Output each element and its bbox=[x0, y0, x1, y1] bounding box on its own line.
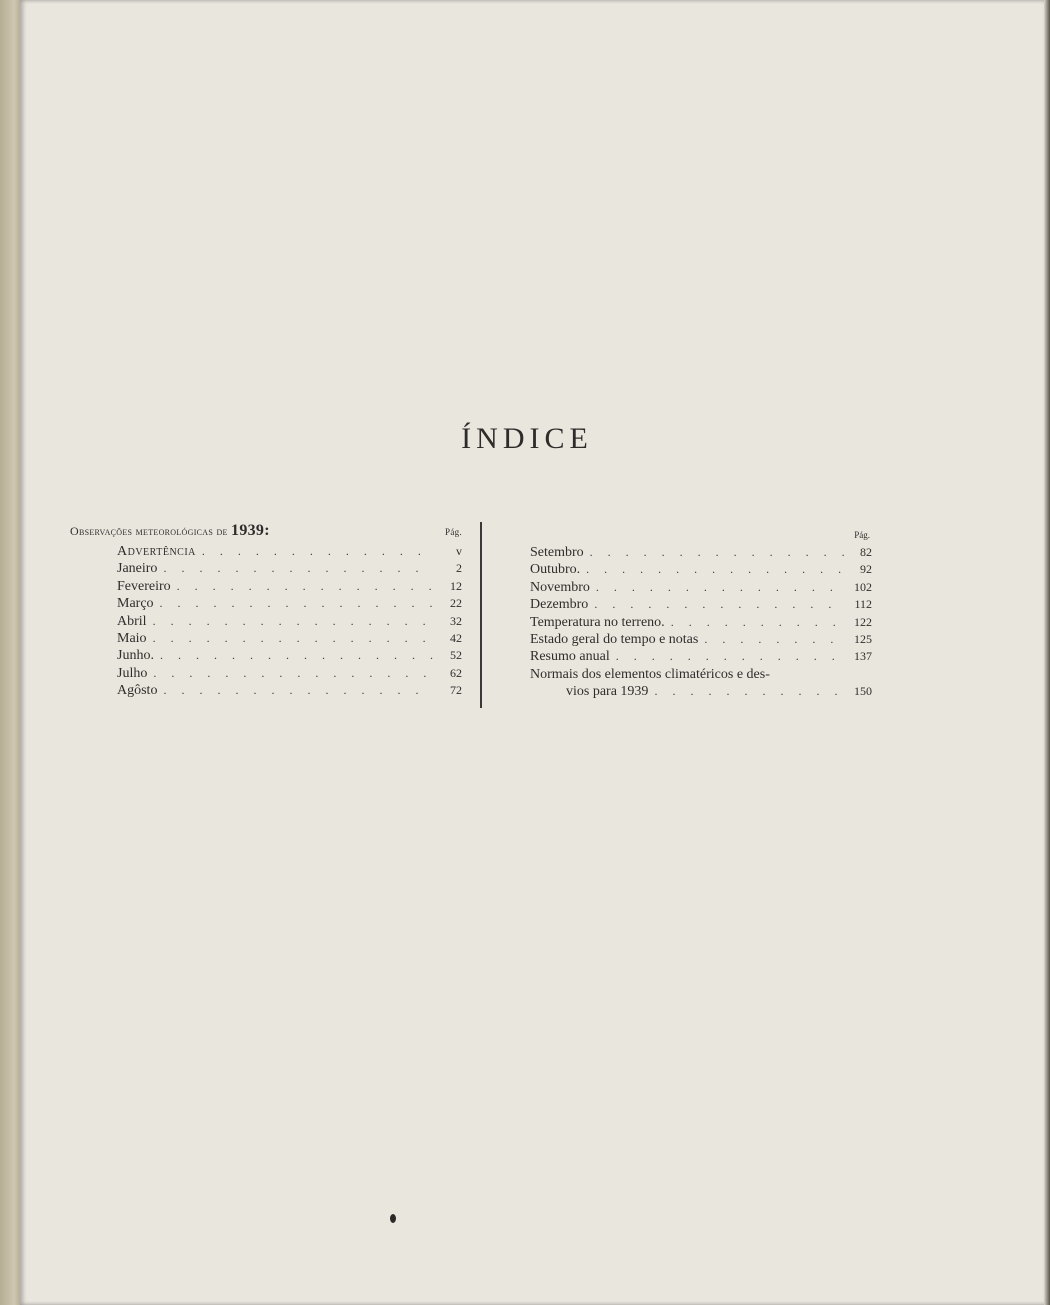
toc-entry-label: Dezembro bbox=[530, 597, 589, 613]
toc-entry-label: Abril bbox=[117, 613, 147, 629]
section-heading-text bbox=[70, 522, 270, 540]
ink-spot bbox=[390, 1214, 396, 1223]
leader-dots bbox=[153, 665, 434, 682]
toc-entry-agosto bbox=[70, 682, 462, 699]
toc-entry-page: 42 bbox=[450, 630, 462, 645]
leader-dots bbox=[596, 579, 844, 596]
toc-entry-page: 52 bbox=[450, 648, 462, 663]
toc-entry-page: 102 bbox=[854, 579, 872, 594]
section-heading-year: 1939: bbox=[231, 522, 270, 539]
leader-dots bbox=[153, 613, 434, 630]
toc-entry-page: 125 bbox=[854, 631, 872, 646]
toc-entry-normais bbox=[510, 666, 872, 683]
column-divider bbox=[480, 522, 482, 708]
leader-dots bbox=[654, 683, 844, 700]
toc-entry-page: v bbox=[456, 544, 462, 558]
toc-entry-page: 150 bbox=[854, 684, 872, 699]
leader-dots bbox=[590, 544, 844, 561]
section-heading-label: Observações meteorológicas de bbox=[70, 524, 228, 538]
toc-entry-label: vios para 1939 bbox=[566, 684, 649, 700]
toc-entry-label: Normais dos elementos climatéricos e des- bbox=[530, 666, 770, 682]
toc-entry-label: Fevereiro bbox=[117, 578, 171, 594]
toc-entry-page: 112 bbox=[854, 597, 872, 612]
toc-entry-label: Janeiro bbox=[117, 561, 158, 577]
leader-dots bbox=[704, 631, 844, 648]
toc-entry-label: Novembro bbox=[530, 579, 590, 595]
toc-entry-page: 92 bbox=[860, 562, 872, 577]
leader-dots bbox=[160, 647, 434, 664]
toc-entry-page: 137 bbox=[854, 649, 872, 664]
toc-entry-label: Julho bbox=[117, 665, 148, 681]
toc-entry-label: Resumo anual bbox=[530, 649, 610, 665]
pag-column-label: Pág. bbox=[854, 530, 870, 540]
toc-entry-maio bbox=[70, 630, 462, 647]
section-heading bbox=[70, 522, 462, 540]
toc-entry-label: Outubro. bbox=[530, 562, 581, 578]
page-title: ÍNDICE bbox=[461, 422, 593, 455]
pag-column-label: Pág. bbox=[445, 527, 462, 537]
toc-entry-marco bbox=[70, 595, 462, 612]
toc-entry-page: 22 bbox=[450, 596, 462, 611]
toc-entry-resumo-anual bbox=[510, 648, 872, 665]
toc-entry-label: Junho. bbox=[117, 648, 154, 664]
leader-dots bbox=[616, 648, 844, 665]
toc-entry-normais-continued bbox=[510, 683, 872, 700]
toc-entry-abril bbox=[70, 613, 462, 630]
toc-entry-page: 32 bbox=[450, 613, 462, 628]
toc-entry-adverencia bbox=[70, 543, 462, 560]
toc-entry-dezembro bbox=[510, 596, 872, 613]
toc-entry-label: Setembro bbox=[530, 545, 584, 560]
toc-entry-temperatura bbox=[510, 614, 872, 631]
leader-dots bbox=[163, 560, 434, 577]
toc-entry-label: Estado geral do tempo e notas bbox=[530, 631, 699, 647]
toc-entry-page: 12 bbox=[450, 578, 462, 593]
pag-column-header bbox=[510, 530, 872, 544]
toc-entry-page: 72 bbox=[450, 683, 462, 698]
leader-dots bbox=[153, 630, 434, 647]
toc-entry-fevereiro bbox=[70, 578, 462, 595]
toc-entry-label: Maio bbox=[117, 630, 147, 646]
toc-entry-page: 2 bbox=[456, 561, 462, 576]
leader-dots bbox=[586, 561, 844, 578]
toc-entry-setembro bbox=[510, 544, 872, 561]
index-left-column bbox=[70, 522, 462, 700]
leader-dots bbox=[177, 578, 434, 595]
leader-dots bbox=[671, 614, 844, 631]
page-edge bbox=[1044, 0, 1050, 1305]
toc-entry-label: Março bbox=[117, 596, 154, 612]
toc-entry-estado-geral bbox=[510, 631, 872, 648]
toc-entry-label: Temperatura no terreno. bbox=[530, 614, 665, 630]
leader-dots bbox=[160, 595, 434, 612]
toc-entry-janeiro bbox=[70, 560, 462, 577]
toc-entry-page: 82 bbox=[860, 545, 872, 559]
toc-entry-novembro bbox=[510, 579, 872, 596]
leader-dots bbox=[163, 682, 434, 699]
toc-entry-label: Agôsto bbox=[117, 683, 158, 699]
toc-entry-junho bbox=[70, 647, 462, 664]
toc-entry-julho bbox=[70, 665, 462, 682]
leader-dots bbox=[594, 596, 844, 613]
toc-entry-page: 62 bbox=[450, 665, 462, 680]
leader-dots bbox=[202, 543, 434, 560]
toc-entry-outubro bbox=[510, 561, 872, 578]
toc-entry-label: Advertência bbox=[117, 544, 196, 559]
toc-entry-page: 122 bbox=[854, 614, 872, 629]
index-right-column bbox=[510, 530, 872, 701]
